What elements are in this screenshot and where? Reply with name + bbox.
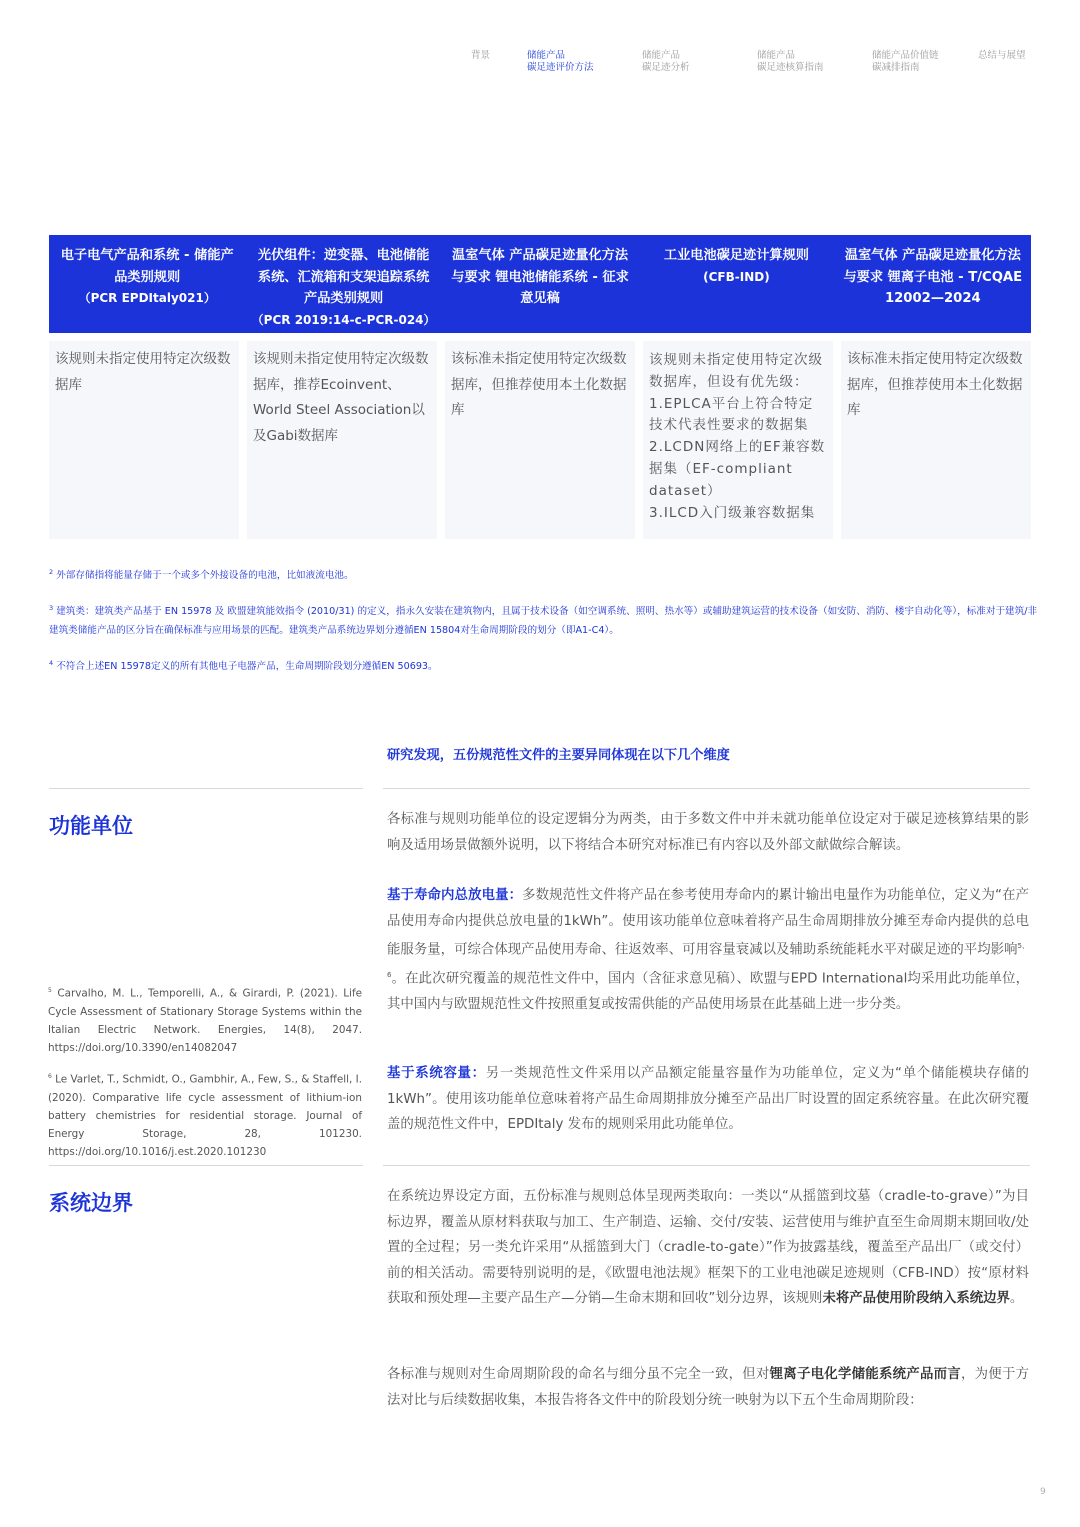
system-boundary-paragraph: 在系统边界设定方面，五份标准与规则总体呈现两类取向：一类以“从摇篮到坟墓（cradle-to-grave）”为目标边界，覆盖从原材料获取与加工、生产制造、运输、交付/安装、运营使用与维护直至生命周期末期回收/处置的全过程；另一类允许采用“从摇篮到大门（cradle-to-gate）”作为披露基线，覆盖至产品出厂（或交付）前的相关活动。需要特别说明的是，《欧盟电池法规》框架下的工业电池碳足迹规则（CFB-IND）按“原材料获取和预处理—主要产品生产—分销—生命末期和回收”划分边界，该规则未将产品使用阶段纳入系统边界。 (387, 1189, 1029, 1306)
findings-lead: 研究发现，五份规范性文件的主要异同体现在以下几个维度 (387, 748, 730, 763)
table-cell: 该规则未指定使用特定次级数据库，但设有优先级： 1.EPLCA平台上符合特定技术代表性要求的数据集 2.LCDN网络上的EF兼容数据集（EF-compliant dataset） 3.ILCD入门级兼容数据集 (643, 341, 833, 539)
table-row (49, 341, 1031, 539)
functional-unit-capacity-paragraph: 基于系统容量：另一类规范性文件采用以产品额定能量容量作为功能单位，定义为“单个储能模块存储的1kWh”。使用该功能单位意味着将产品生命周期排放分摊至产品出厂时设置的固定系统容量。在此次研究覆盖的规范性文件中，EPDItaly 发布的规则采用此功能单位。 (387, 1066, 1030, 1132)
top-navigation (0, 50, 1080, 80)
table-cell: 该规则未指定使用特定次级数据库，推荐Ecoinvent、World Steel Association以及Gabi数据库 (247, 341, 437, 539)
nav-item-background[interactable]: 背景 (471, 50, 491, 61)
table-cell: 该标准未指定使用特定次级数据库，但推荐使用本土化数据库 (445, 341, 635, 539)
divider (49, 1165, 363, 1166)
section-title-system-boundary: 系统边界 (49, 1191, 133, 1215)
reference: $^6$ Le Varlet, T., Schmidt, O., Gambhir, A., Few, S., & Staffell, I. (2020). Comparative life cycle assessment of lithium-ion battery chemistries for residential storage. Journal of Energy Storage, 28, 101230. https://doi.org/10.1016/j.est.2020.101230 (48, 1073, 362, 1159)
table-header-cell: 温室气体 产品碳足迹量化方法与要求 锂电池储能系统 - 征求意见稿 (451, 248, 629, 306)
divider (383, 1165, 1030, 1166)
table-header-cell: 电子电气产品和系统 - 储能产品类别规则 （PCR EPDItaly021） (60, 248, 234, 305)
table-cell: 该规则未指定使用特定次级数据库 (49, 341, 239, 539)
footnote: $^2$ 外部存储指将能量存储于一个或多个外接设备的电池，比如液流电池。 (49, 568, 354, 582)
table-header-cell: 温室气体 产品碳足迹量化方法与要求 锂离子电池 - T/CQAE 12002—2024 (843, 248, 1023, 306)
footnote: $^3$ 建筑类：建筑类产品基于 EN 15978 及 欧盟建筑能效指令 (2010/31) 的定义，指永久安装在建筑物内，且属于技术设备（如空调系统、照明、热水等）或辅助建筑运营的技术设备（如安防、消防、楼宇自动化等），标准对于建筑/非建筑类储能产品的区分旨在确保标准与应用场景的匹配。建筑类产品系统边界划分遵循EN 15804对生命周期阶段的划分（即A1-C4）。 (49, 604, 1038, 637)
functional-unit-intro: 各标准与规则功能单位的设定逻辑分为两类，由于多数文件中并未就功能单位设定对于碳足迹核算结果的影响及适用场景做额外说明，以下将结合本研究对标准已有内容以及外部文献做综合解读。 (387, 812, 1029, 853)
standards-comparison-table (49, 235, 1031, 539)
nav-item-summary[interactable]: 总结与展望 (978, 50, 1026, 61)
nav-item-reduction-guide[interactable]: 储能产品价值链 碳减排指南 (872, 50, 939, 73)
nav-item-evaluation-method[interactable]: 储能产品 碳足迹评价方法 (527, 50, 594, 73)
table-header-row (49, 235, 1031, 333)
page-number: 9 (1040, 1487, 1046, 1497)
lifecycle-stage-paragraph: 各标准与规则对生命周期阶段的命名与细分虽不完全一致，但对锂离子电化学储能系统产品而言，为便于方法对比与后续数据收集，本报告将各文件中的阶段划分统一映射为以下五个生命周期阶段： (387, 1367, 1030, 1408)
reference: $^5$ Carvalho, M. L., Temporelli, A., & Girardi, P. (2021). Life Cycle Assessment of Stationary Storage Systems within the Italian Electric Network. Energies, 14(8), 2047. https://doi.org/10.3390/en14082047 (48, 987, 362, 1055)
footnote: $^4$ 不符合上述EN 15978定义的所有其他电子电器产品，生命周期阶段划分遵循EN 50693。 (49, 659, 438, 673)
section-title-functional-unit: 功能单位 (49, 814, 133, 838)
divider (383, 788, 1030, 789)
nav-item-accounting-guide[interactable]: 储能产品 碳足迹核算指南 (757, 50, 824, 73)
table-cell: 该标准未指定使用特定次级数据库，但推荐使用本土化数据库 (841, 341, 1031, 539)
table-header-cell: 工业电池碳足迹计算规则 (CFB-IND) (663, 248, 809, 284)
divider (49, 788, 363, 789)
nav-item-footprint-analysis[interactable]: 储能产品 碳足迹分析 (642, 50, 690, 73)
functional-unit-discharge-paragraph: 基于寿命内总放电量：多数规范性文件将产品在参考使用寿命内的累计输出电量作为功能单位，定义为“在产品使用寿命内提供总放电量的1kWh”。使用该功能单位意味着将产品生命周期排放分摊至寿命内提供的总电能服务量，可综合体现产品使用寿命、往返效率、可用容量衰减以及辅助系统能耗水平对碳足迹的平均影响$^{5、6}$。在此次研究覆盖的规范性文件中，国内（含征求意见稿）、欧盟与EPD International均采用此功能单位，其中国内与欧盟规范性文件按照重复或按需供能的产品使用场景在此基础上进一步分类。 (387, 888, 1030, 1012)
table-header-cell: 光伏组件：逆变器、电池储能系统、汇流箱和支架追踪系统 产品类别规则 （PCR 2019:14-c-PCR-024） (251, 248, 436, 327)
